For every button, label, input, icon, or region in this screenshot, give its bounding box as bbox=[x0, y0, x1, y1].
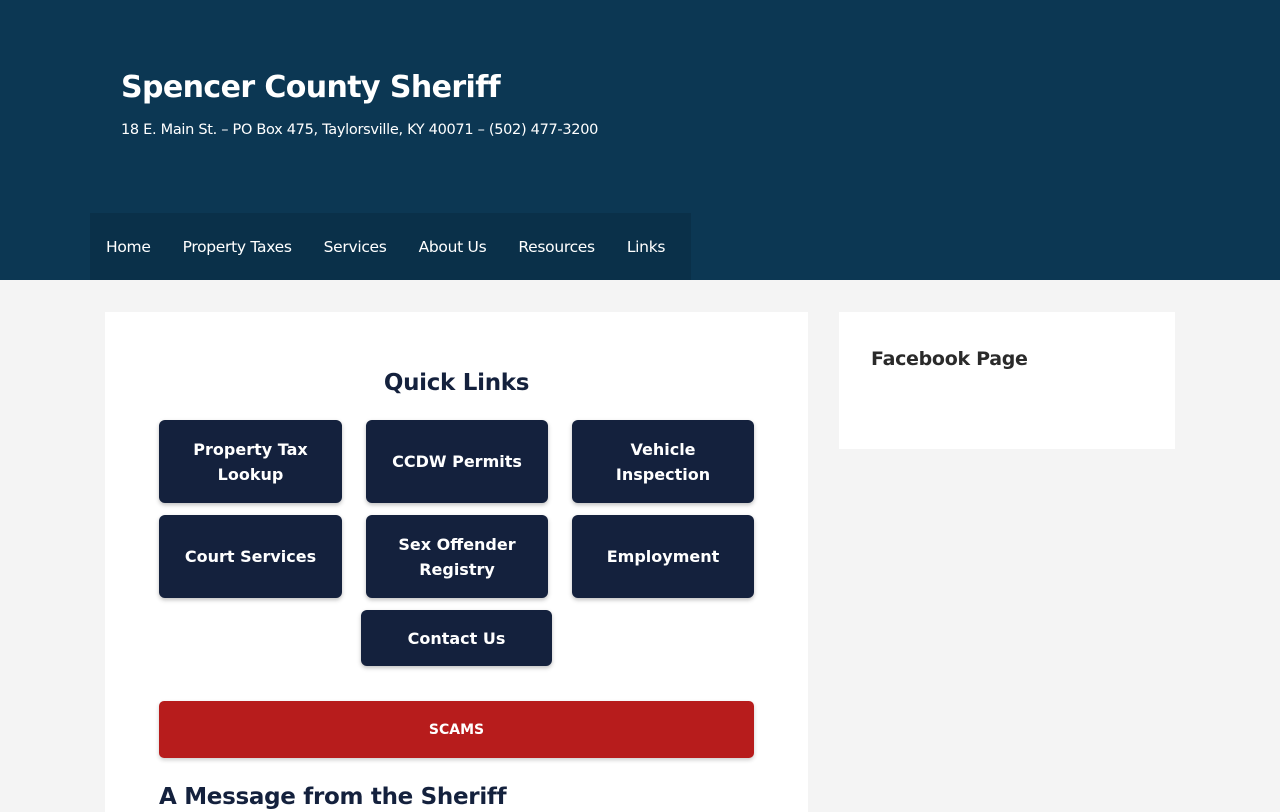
sidebar-widget bbox=[839, 312, 1175, 449]
employment-button[interactable]: Employment bbox=[572, 515, 754, 598]
site-title[interactable]: Spencer County Sheriff bbox=[121, 70, 501, 105]
quick-links-title: Quick Links bbox=[383, 370, 530, 396]
facebook-page-title: Facebook Page bbox=[871, 348, 1028, 370]
vehicle-inspection-button[interactable]: Vehicle Inspection bbox=[572, 420, 754, 503]
scams-button[interactable]: SCAMS bbox=[159, 701, 754, 758]
nav-item-home[interactable]: Home bbox=[106, 237, 151, 256]
nav-item-services[interactable]: Services bbox=[323, 237, 387, 256]
court-services-button[interactable]: Court Services bbox=[159, 515, 342, 598]
main-content bbox=[105, 312, 808, 812]
site-description: 18 E. Main St. – PO Box 475, Taylorsville, KY 40071 – (502) 477-3200 bbox=[121, 122, 599, 138]
sex-offender-registry-button[interactable]: Sex Offender Registry bbox=[366, 515, 548, 598]
site-header bbox=[0, 0, 1280, 280]
ccdw-permits-button[interactable]: CCDW Permits bbox=[366, 420, 548, 503]
sheriff-message-heading: A Message from the Sheriff bbox=[159, 784, 507, 810]
contact-us-button[interactable]: Contact Us bbox=[361, 610, 552, 666]
nav-item-property-taxes[interactable]: Property Taxes bbox=[182, 237, 292, 256]
nav-item-about-us[interactable]: About Us bbox=[418, 237, 487, 256]
nav-item-links[interactable]: Links bbox=[626, 237, 666, 256]
property-tax-lookup-button[interactable]: Property Tax Lookup bbox=[159, 420, 342, 503]
main-nav bbox=[90, 213, 691, 280]
nav-item-resources[interactable]: Resources bbox=[518, 237, 595, 256]
